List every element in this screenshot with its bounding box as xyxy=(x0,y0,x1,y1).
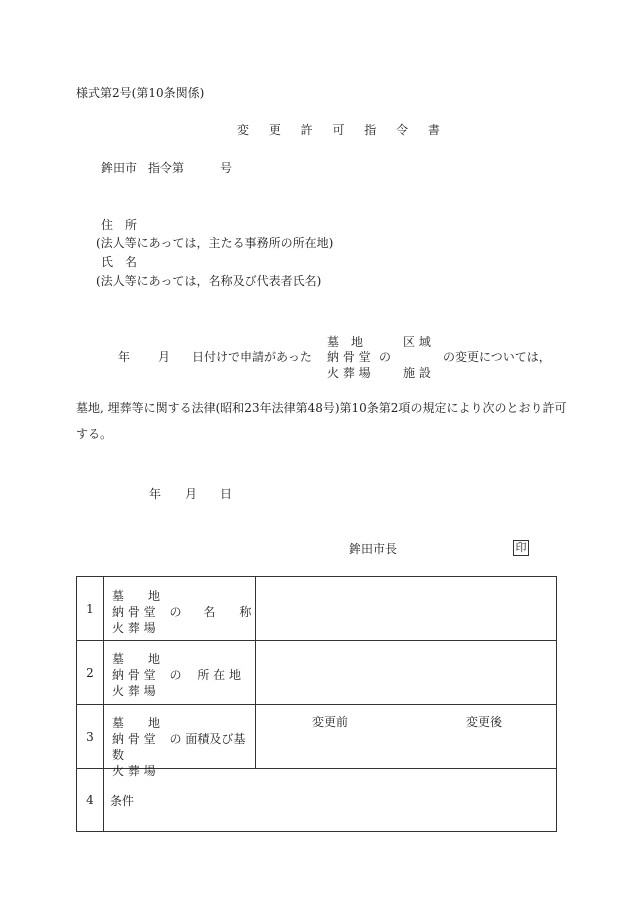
row-label-line-3: 火 葬 場 xyxy=(112,764,156,778)
table-row xyxy=(77,641,557,705)
body-line-2: 墓地, 埋葬等に関する法律(昭和23年法律第48号)第10条第2項の規定により次のとおり許可 xyxy=(76,401,567,415)
body-area-1: 区 域 xyxy=(403,335,431,349)
row-label-line-2: 納 骨 堂 の 所 在 地 xyxy=(112,668,241,682)
row-number: 1 xyxy=(77,577,104,641)
body-facility-2: 納 骨 堂 xyxy=(327,350,371,364)
row-label-line-3: 火 葬 場 xyxy=(112,621,156,635)
body-facility-1: 墓 地 xyxy=(327,335,364,349)
row-label-line-1: 墓 地 xyxy=(112,589,161,603)
body-area-2: 施 設 xyxy=(403,366,431,380)
issue-day: 日 xyxy=(220,487,233,501)
table-row xyxy=(77,577,557,641)
row-label-line-2: 納 骨 堂 の 面積及び基数 xyxy=(112,732,246,762)
table-row xyxy=(77,769,557,832)
row-label-line-3: 火 葬 場 xyxy=(112,684,156,698)
body-line-3: する。 xyxy=(76,427,113,441)
body-facility-3: 火 葬 場 xyxy=(327,366,371,380)
row-label-line-2: 納 骨 堂 の 名 称 xyxy=(112,605,252,619)
value-cell xyxy=(256,641,557,705)
row-number: 2 xyxy=(77,641,104,705)
details-table xyxy=(76,576,557,832)
conditions-label: 条件 xyxy=(110,793,135,808)
name-label: 氏 名 xyxy=(101,255,138,269)
address-label: 住 所 xyxy=(101,218,138,232)
body-month: 月 xyxy=(158,350,171,364)
name-note: (法人等にあっては，名称及び代表者氏名) xyxy=(96,274,322,288)
issue-month: 月 xyxy=(185,487,198,501)
issue-year: 年 xyxy=(149,487,162,501)
seal-mark: 印 xyxy=(513,540,529,556)
body-particle: の xyxy=(379,350,392,364)
after-header: 変更後 xyxy=(466,715,503,729)
row-number: 3 xyxy=(77,705,104,769)
body-day-phrase: 日付けで申請があった xyxy=(192,350,312,364)
form-number: 様式第2号(第10条関係) xyxy=(76,86,205,100)
body-change-phrase: の変更については， xyxy=(443,350,551,364)
row-label-line-1: 墓 地 xyxy=(112,652,161,666)
row-label-line-1: 墓 地 xyxy=(112,716,161,730)
row-number: 4 xyxy=(77,769,104,832)
value-cell xyxy=(256,577,557,641)
reference-city: 鉾田市 xyxy=(101,161,138,175)
address-note: (法人等にあっては，主たる事務所の所在地) xyxy=(96,236,334,250)
reference-label: 指令第 xyxy=(148,161,185,175)
reference-suffix: 号 xyxy=(220,161,233,175)
body-year: 年 xyxy=(118,350,131,364)
before-header: 変更前 xyxy=(312,715,349,729)
table-row xyxy=(77,705,557,769)
mayor-title: 鉾田市長 xyxy=(349,542,398,556)
document-title: 変 更 許 可 指 令 書 xyxy=(237,123,448,137)
